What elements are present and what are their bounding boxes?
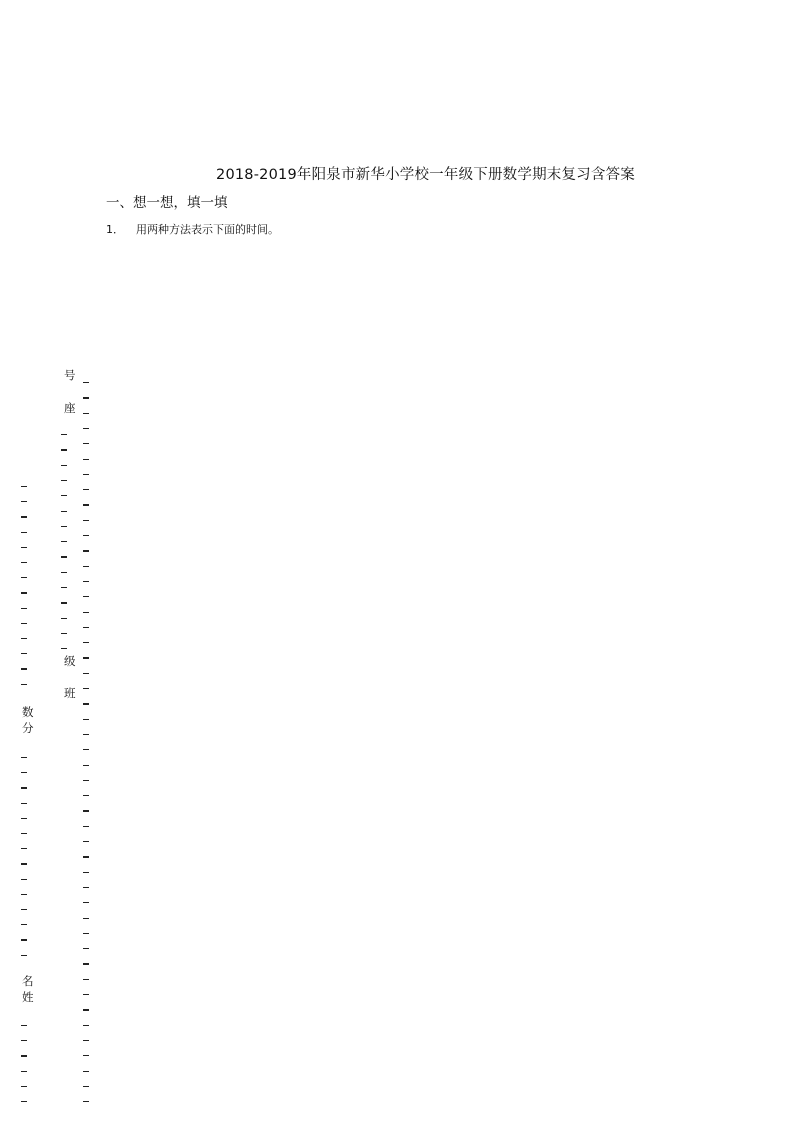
cut-line-dash — [61, 556, 67, 557]
cut-line-dash — [83, 474, 89, 475]
cut-line-dash — [83, 872, 89, 873]
name-label-char-2: 姓 — [22, 990, 34, 1004]
cut-line-dash — [21, 516, 27, 517]
cut-line-dash — [83, 397, 89, 398]
cut-line-dash — [83, 657, 89, 658]
question-number: 1． — [106, 223, 124, 236]
cut-line-dash — [21, 653, 27, 654]
cut-line-dash — [21, 939, 27, 940]
cut-line-dash — [83, 1009, 89, 1010]
cut-line-dash — [83, 933, 89, 934]
class-label-char-2: 班 — [64, 686, 76, 700]
cut-line-dash — [83, 428, 89, 429]
cut-line-dash — [21, 848, 27, 849]
cut-line-dash — [21, 924, 27, 925]
cut-line-dash — [83, 1055, 89, 1056]
cut-line-dash — [83, 1040, 89, 1041]
cut-line-dash — [61, 602, 67, 603]
cut-line-dash — [83, 550, 89, 551]
cut-line-dash — [83, 566, 89, 567]
question-1 — [106, 221, 279, 237]
class-label-char-1: 级 — [64, 654, 76, 668]
cut-line-dash — [83, 673, 89, 674]
cut-line-dash — [21, 486, 27, 487]
cut-line-dash — [61, 526, 67, 527]
cut-line-dash — [83, 902, 89, 903]
cut-line-dash — [83, 795, 89, 796]
cut-line-dash — [83, 612, 89, 613]
cut-line-dash — [21, 547, 27, 548]
seat-number-label-char-2: 座 — [64, 401, 76, 415]
cut-line-dash — [83, 459, 89, 460]
cut-line-dash — [21, 684, 27, 685]
cut-line-dash — [83, 765, 89, 766]
question-text: 用两种方法表示下面的时间。 — [136, 223, 279, 236]
cut-line-dash — [61, 572, 67, 573]
cut-line-dash — [61, 587, 67, 588]
cut-line-dash — [21, 894, 27, 895]
cut-line-dash — [83, 642, 89, 643]
cut-line-dash — [83, 1086, 89, 1087]
cut-line-dash — [83, 520, 89, 521]
cut-line-dash — [21, 757, 27, 758]
cut-line-dash — [21, 863, 27, 864]
cut-line-dash — [83, 489, 89, 490]
cut-line-dash — [83, 856, 89, 857]
seat-number-label-char-1: 号 — [64, 368, 76, 382]
cut-line-dash — [21, 1101, 27, 1102]
cut-line-dash — [83, 979, 89, 980]
cut-line-dash — [83, 887, 89, 888]
cut-line-dash — [21, 833, 27, 834]
cut-line-dash — [83, 382, 89, 383]
cut-line-dash — [21, 608, 27, 609]
cut-line-dash — [21, 787, 27, 788]
cut-line-dash — [61, 633, 67, 634]
cut-line-dash — [83, 734, 89, 735]
cut-line-dash — [21, 1040, 27, 1041]
cut-line-dash — [83, 780, 89, 781]
cut-line-dash — [83, 841, 89, 842]
name-label-char-1: 名 — [22, 974, 34, 988]
cut-line-dash — [83, 918, 89, 919]
cut-line-dash — [83, 413, 89, 414]
cut-line-dash — [83, 443, 89, 444]
cut-line-dash — [21, 668, 27, 669]
cut-line-dash — [21, 1055, 27, 1056]
cut-line-dash — [83, 1101, 89, 1102]
cut-line-dash — [21, 623, 27, 624]
cut-line-dash — [21, 638, 27, 639]
cut-line-dash — [61, 648, 67, 649]
cut-line-dash — [61, 449, 67, 450]
cut-line-dash — [21, 592, 27, 593]
score-label-char-2: 分 — [22, 721, 34, 735]
cut-line-dash — [83, 1071, 89, 1072]
cut-line-dash — [83, 504, 89, 505]
cut-line-dash — [21, 532, 27, 533]
cut-line-dash — [83, 627, 89, 628]
cut-line-dash — [61, 434, 67, 435]
cut-line-dash — [61, 465, 67, 466]
cut-line-dash — [21, 955, 27, 956]
score-label-char-1: 数 — [22, 705, 34, 719]
cut-line-dash — [21, 803, 27, 804]
cut-line-dash — [83, 719, 89, 720]
cut-line-dash — [21, 577, 27, 578]
cut-line-dash — [83, 963, 89, 964]
cut-line-dash — [83, 581, 89, 582]
cut-line-dash — [21, 1025, 27, 1026]
page-title: 2018-2019年阳泉市新华小学校一年级下册数学期末复习含答案 — [216, 167, 635, 183]
cut-line-dash — [61, 480, 67, 481]
cut-line-dash — [83, 535, 89, 536]
cut-line-dash — [83, 994, 89, 995]
cut-line-dash — [21, 562, 27, 563]
cut-line-dash — [83, 596, 89, 597]
cut-line-dash — [61, 541, 67, 542]
cut-line-dash — [61, 511, 67, 512]
cut-line-dash — [83, 948, 89, 949]
cut-line-dash — [21, 879, 27, 880]
cut-line-dash — [21, 501, 27, 502]
cut-line-dash — [21, 909, 27, 910]
cut-line-dash — [21, 1086, 27, 1087]
cut-line-dash — [83, 749, 89, 750]
cut-line-dash — [83, 703, 89, 704]
cut-line-dash — [21, 1071, 27, 1072]
cut-line-dash — [61, 618, 67, 619]
cut-line-dash — [21, 772, 27, 773]
cut-line-dash — [21, 818, 27, 819]
section-heading: 一、想一想，填一填 — [106, 195, 228, 211]
cut-line-dash — [83, 688, 89, 689]
cut-line-dash — [83, 810, 89, 811]
cut-line-dash — [83, 826, 89, 827]
cut-line-dash — [61, 495, 67, 496]
cut-line-dash — [83, 1025, 89, 1026]
